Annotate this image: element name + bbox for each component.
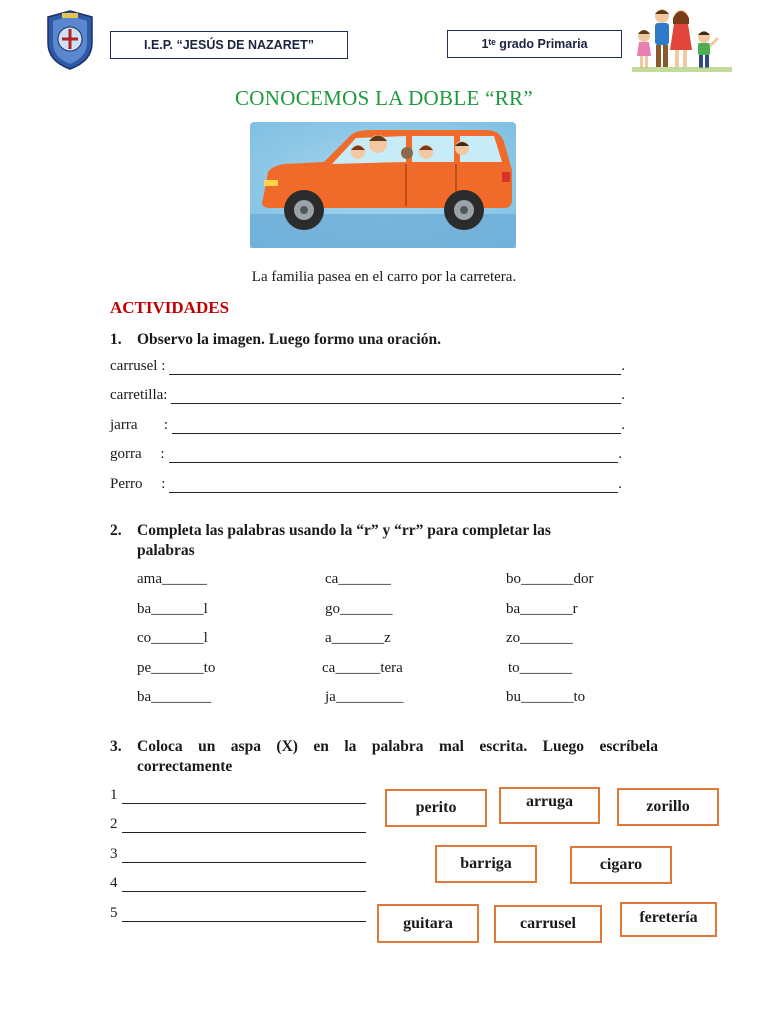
answer-row-1 bbox=[110, 787, 366, 804]
answer-number: 2 bbox=[110, 816, 118, 832]
fill-word[interactable]: ca_______ bbox=[325, 571, 391, 587]
word-card-label: perito bbox=[415, 799, 457, 816]
word-card-arruga[interactable] bbox=[499, 787, 600, 824]
word-card-fereteria[interactable] bbox=[620, 902, 717, 937]
activities-heading: ACTIVIDADES bbox=[110, 298, 230, 317]
question-3-number: 3. bbox=[110, 738, 122, 755]
sentence-word: jarra bbox=[110, 417, 138, 433]
answer-number: 3 bbox=[110, 846, 118, 862]
sentence-answer-line[interactable] bbox=[169, 359, 621, 375]
family-car-image bbox=[250, 122, 516, 248]
grade-box bbox=[447, 30, 622, 58]
answer-row-4 bbox=[110, 875, 366, 892]
sentence-colon: : bbox=[157, 358, 166, 374]
fill-word[interactable]: ja_________ bbox=[325, 689, 404, 705]
question-2-number: 2. bbox=[110, 522, 122, 539]
school-name: I.E.P. “JESÚS DE NAZARET” bbox=[144, 38, 314, 52]
question-2-text: Completa las palabras usando la “r” y “rr” para completar las palabras bbox=[137, 522, 551, 559]
sentence-period: . bbox=[621, 358, 625, 374]
school-name-box bbox=[110, 31, 348, 59]
word-card-label: barriga bbox=[460, 855, 512, 872]
sentence-colon: : bbox=[137, 417, 168, 433]
sentence-colon: : bbox=[142, 476, 166, 492]
fill-word[interactable]: ama______ bbox=[137, 571, 207, 587]
fill-word[interactable]: pe_______to bbox=[137, 660, 216, 676]
grade-label: 1ᵗᵉ grado Primaria bbox=[481, 37, 588, 51]
answer-number: 1 bbox=[110, 787, 118, 803]
family-illustration bbox=[632, 4, 732, 72]
word-card-perito[interactable] bbox=[385, 789, 487, 827]
fill-word[interactable]: bu_______to bbox=[506, 689, 586, 705]
sentence-answer-line[interactable] bbox=[172, 418, 621, 434]
fill-word[interactable]: co_______l bbox=[137, 630, 208, 646]
word-card-label: zorillo bbox=[646, 798, 690, 815]
word-card-label: arruga bbox=[525, 793, 574, 810]
word-card-zorillo[interactable] bbox=[617, 788, 719, 826]
answer-row-3 bbox=[110, 846, 366, 863]
fill-word[interactable]: go_______ bbox=[325, 601, 393, 617]
question-3-text: Coloca un aspa (X) en la palabra mal escrita. Luego escríbela correctamente bbox=[137, 738, 658, 775]
sentence-period: . bbox=[618, 446, 622, 462]
answer-row-5 bbox=[110, 905, 366, 922]
answer-line[interactable] bbox=[122, 907, 367, 922]
word-card-label: cigaro bbox=[599, 856, 643, 873]
sentence-word: carrusel bbox=[110, 358, 158, 374]
image-caption: La familia pasea en el carro por la carretera. bbox=[251, 269, 517, 285]
sentence-answer-line[interactable] bbox=[169, 447, 619, 463]
answer-line[interactable] bbox=[122, 789, 367, 804]
fill-word[interactable]: to_______ bbox=[508, 660, 573, 676]
question-1-number: 1. bbox=[110, 331, 122, 348]
word-card-barriga[interactable] bbox=[435, 845, 537, 883]
page-title: CONOCEMOS LA DOBLE “RR” bbox=[235, 86, 533, 110]
answer-number: 5 bbox=[110, 905, 118, 921]
answer-line[interactable] bbox=[122, 848, 367, 863]
fill-word[interactable]: ba________ bbox=[137, 689, 212, 705]
sentence-row-2 bbox=[110, 387, 625, 404]
word-card-label: carrusel bbox=[520, 915, 576, 932]
sentence-period: . bbox=[621, 417, 625, 433]
sentence-word: carretilla: bbox=[110, 387, 168, 403]
answer-number: 4 bbox=[110, 875, 118, 891]
fill-word[interactable]: ba_______r bbox=[506, 601, 578, 617]
school-logo bbox=[44, 9, 96, 71]
answer-row-2 bbox=[110, 816, 366, 833]
fill-word[interactable]: bo_______dor bbox=[506, 571, 594, 587]
fill-word[interactable]: ca______tera bbox=[322, 660, 403, 676]
answer-line[interactable] bbox=[122, 877, 367, 892]
sentence-row-3 bbox=[110, 417, 625, 434]
sentence-word: gorra bbox=[110, 446, 142, 462]
sentence-row-5 bbox=[110, 476, 622, 493]
sentence-colon: : bbox=[141, 446, 165, 462]
fill-word[interactable]: ba_______l bbox=[137, 601, 208, 617]
sentence-row-1 bbox=[110, 358, 625, 375]
word-card-carrusel[interactable] bbox=[494, 905, 602, 943]
question-1-text: Observo la imagen. Luego formo una oración. bbox=[137, 331, 441, 348]
sentence-period: . bbox=[618, 476, 622, 492]
sentence-answer-line[interactable] bbox=[171, 388, 621, 404]
sentence-word: Perro bbox=[110, 476, 143, 492]
sentence-row-4 bbox=[110, 446, 622, 463]
word-card-cigaro[interactable] bbox=[570, 846, 672, 884]
word-card-guitara[interactable] bbox=[377, 904, 479, 943]
answer-line[interactable] bbox=[122, 818, 367, 833]
sentence-period: . bbox=[621, 387, 625, 403]
word-card-label: feretería bbox=[639, 909, 698, 926]
word-card-label: guitara bbox=[403, 914, 453, 932]
fill-word[interactable]: zo_______ bbox=[506, 630, 573, 646]
sentence-answer-line[interactable] bbox=[169, 477, 618, 493]
fill-word[interactable]: a_______z bbox=[325, 630, 391, 646]
